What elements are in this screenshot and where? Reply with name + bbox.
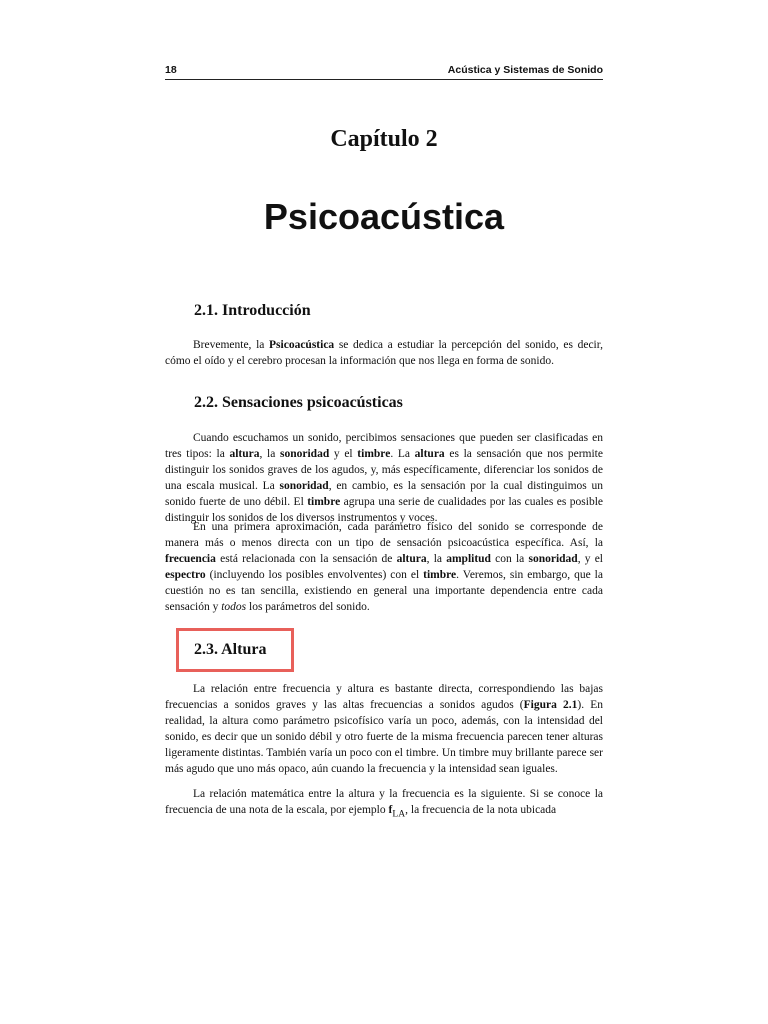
book-title: Acústica y Sistemas de Sonido [447,64,603,76]
paragraph-sensaciones-1: Cuando escuchamos un sonido, percibimos sensaciones que pueden ser clasificadas en tres tipos: la altura, la sonoridad y el timbre. La altura es la sensación que nos permite distinguir los sonidos graves de los agudos, y, más específicamente, diferenciar los sonidos de una escala musical. La sonoridad, en cambio, es la sensación por la cual distinguimos un sonido fuerte de uno débil. El timbre agrupa una serie de cualidades por las cuales es posible distinguir los sonidos de los diversos instrumentos y voces. [165,432,603,524]
paragraph-altura-2: La relación matemática entre la altura y la frecuencia es la siguiente. Si se conoce la frecuencia de una nota de la escala, por ejemplo $f_{LA}$, la frecuencia de la nota ubicada [165,788,603,820]
section-heading-introduccion: 2.1. Introducción [194,302,311,319]
section-heading-sensaciones: 2.2. Sensaciones psicoacústicas [194,394,403,411]
running-header [165,60,603,80]
chapter-label: Capítulo 2 [330,126,438,152]
paragraph-sensaciones-2: En una primera aproximación, cada parámetro físico del sonido se corresponde de manera más o menos directa con un tipo de sensación psicoacústica específica. Así, la frecuencia está relacionada con la sensación de altura, la amplitud con la sonoridad, y el espectro (incluyendo los posibles envolventes) con el timbre. Veremos, sin embargo, que la cuestión no es tan sencilla, existiendo en general una importante dependencia entre cada sensación y todos los parámetros del sonido. [165,521,604,613]
page-number: 18 [165,64,177,76]
paragraph-introduccion-1: Brevemente, la Psicoacústica se dedica a estudiar la percepción del sonido, es decir, cómo el oído y el cerebro procesan la información que nos llega en forma de sonido. [165,339,603,367]
paragraph-altura-1: La relación entre frecuencia y altura es bastante directa, correspondiendo las bajas frecuencias a sonidos graves y las altas frecuencias a sonidos agudos (Figura 2.1). En realidad, la altura como parámetro psicofísico varía un poco, además, con la intensidad del sonido, es decir que un sonido débil y otro fuerte de la misma frecuencia parecen tener alturas ligeramente distintas. También varía un poco con el timbre. Un timbre muy brillante parece ser más agudo que uno más opaco, aún cuando la frecuencia y la intensidad sean iguales. [165,683,603,775]
chapter-title: Psicoacústica [263,196,505,237]
section-heading-altura: 2.3. Altura [194,641,267,658]
